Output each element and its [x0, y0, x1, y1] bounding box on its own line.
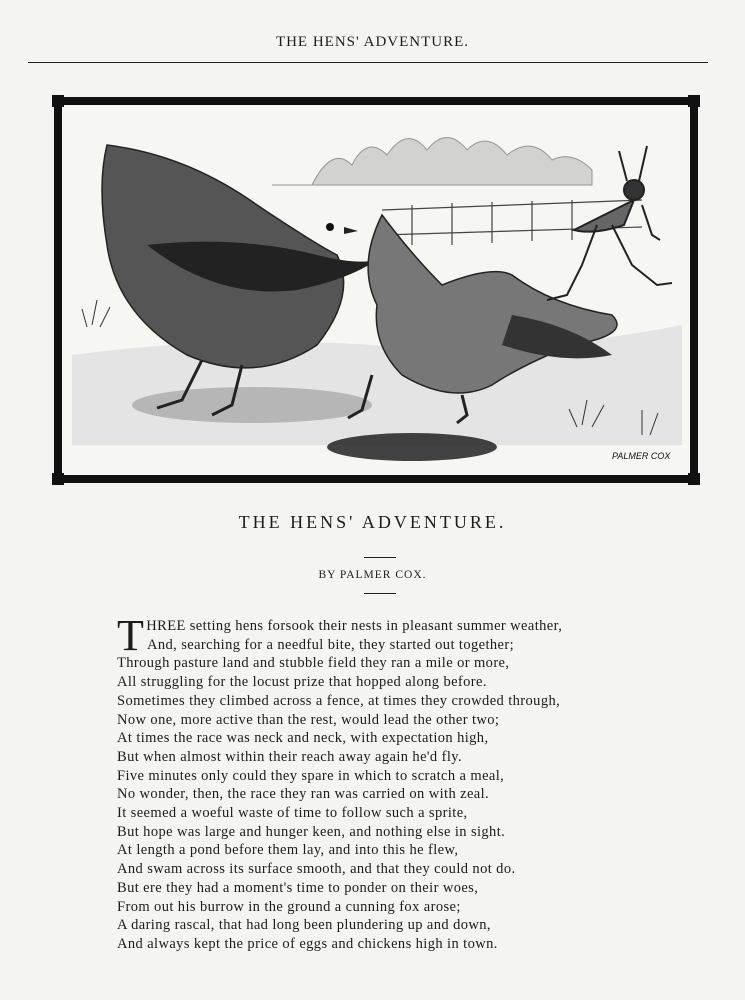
poem-line: But hope was large and hunger keen, and nothing else in sight.	[117, 823, 506, 840]
poem-line: But when almost within their reach away again he'd fly.	[117, 748, 462, 765]
poem-line: And swam across its surface smooth, and that they could not do.	[117, 861, 516, 878]
poem-line: From out his burrow in the ground a cunning fox arose;	[117, 898, 461, 915]
poem	[117, 611, 677, 954]
title-rule-top	[364, 557, 396, 558]
poem-line-text: HREE setting hens forsook their nests in pleasant summer weather,	[146, 618, 563, 634]
poem-line: At times the race was neck and neck, with expectation high,	[117, 730, 489, 747]
poem-line: All struggling for the locust prize that hopped along before.	[117, 674, 487, 691]
poem-line: Five minutes only could they spare in which to scratch a meal,	[117, 767, 505, 784]
poem-line: It seemed a woeful waste of time to follow such a sprite,	[117, 805, 468, 822]
poem-line: Now one, more active than the rest, would lead the other two;	[117, 711, 500, 728]
running-head: THE HENS' ADVENTURE.	[275, 34, 470, 50]
dropcap: T	[117, 611, 145, 660]
header-rule	[28, 62, 708, 63]
poem-line: No wonder, then, the race they ran was carried on with zeal.	[117, 786, 490, 803]
poem-line: Through pasture land and stubble field they ran a mile or more,	[117, 655, 510, 672]
poem-line: At length a pond before them lay, and into this he flew,	[117, 842, 459, 859]
poem-line: Sometimes they climbed across a fence, at times they crowded through,	[117, 692, 561, 709]
poem-line: But ere they had a moment's time to ponder on their woes,	[117, 879, 479, 896]
illustration-signature: PALMER COX	[612, 451, 671, 461]
byline: BY PALMER COX.	[318, 569, 427, 581]
poem-line: And always kept the price of eggs and chickens high in town.	[117, 935, 498, 952]
article-title: THE HENS' ADVENTURE.	[238, 512, 507, 532]
poem-line: And, searching for a needful bite, they started out together;	[147, 636, 515, 653]
poem-line: A daring rascal, that had long been plundering up and down,	[117, 917, 491, 934]
title-rule-bottom	[364, 593, 396, 594]
illustration	[52, 95, 700, 485]
